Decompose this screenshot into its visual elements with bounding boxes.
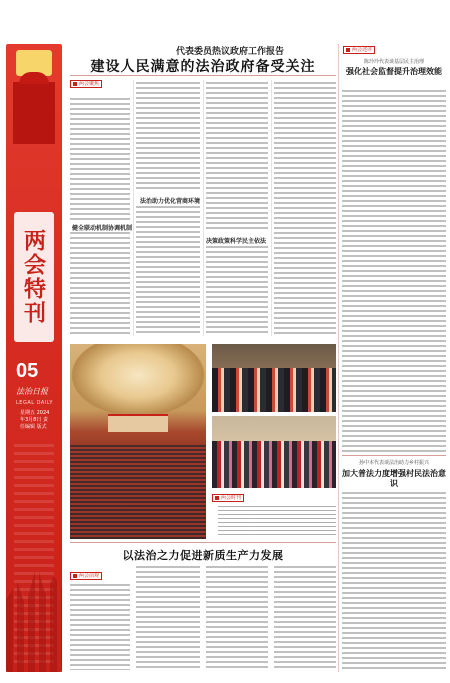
right-rule xyxy=(342,455,446,456)
article-column xyxy=(70,98,130,220)
right-section-tag: 两会述评 xyxy=(343,46,375,54)
right-headline-1: 强化社会监督提升治理效能 xyxy=(346,66,442,76)
article-column xyxy=(206,566,268,670)
article-column xyxy=(70,232,130,334)
article-column xyxy=(136,566,200,670)
bottom-headline: 以法治之力促进新质生产力发展 xyxy=(122,549,284,562)
headline-rule xyxy=(70,75,336,76)
column-divider xyxy=(271,80,272,336)
section-tag: 两会聚焦 xyxy=(70,80,102,88)
photo-caption xyxy=(218,506,336,536)
paper-name: 法治日报 xyxy=(16,387,48,396)
section-tag: 两会前观 xyxy=(70,572,102,580)
section-rule xyxy=(70,542,336,543)
paper-english-name: LEGAL DAILY xyxy=(16,400,53,406)
special-issue-title: 两会特刊 xyxy=(14,212,54,342)
story-kicker: 代表委员热议政府工作报告 xyxy=(175,47,284,57)
issue-date: 星期五 2024年3月8日 责任编辑 版式 xyxy=(20,410,50,430)
delegates-group xyxy=(212,441,336,488)
photo-tag: 两会时刊 xyxy=(212,494,244,502)
delegates-photo-1 xyxy=(212,344,336,412)
story-headline: 建设人民满意的法治政府备受关注 xyxy=(90,59,316,75)
great-hall-icon xyxy=(13,82,55,144)
subhead: 健全联动机制协调机制 xyxy=(72,225,133,232)
tag-square-icon xyxy=(346,48,350,52)
article-column xyxy=(274,566,336,670)
delegates-photo-2 xyxy=(212,416,336,488)
audience-seats xyxy=(70,445,206,539)
subhead: 法治助力优化营商环境 xyxy=(140,198,201,205)
article-column xyxy=(206,246,268,334)
column-divider xyxy=(133,80,134,336)
article-column xyxy=(70,584,130,670)
right-article-2 xyxy=(342,492,446,670)
tag-square-icon xyxy=(215,496,219,500)
article-column xyxy=(274,82,336,334)
article-column xyxy=(136,206,200,334)
right-kicker-1: 陈玲玲代表谈基层民主治理 xyxy=(363,59,424,65)
column-divider xyxy=(203,80,204,336)
tag-square-icon xyxy=(73,82,77,86)
tag-square-icon xyxy=(73,574,77,578)
right-kicker-2: 孙中本代表谈法治助力乡村振兴 xyxy=(358,460,429,466)
article-column xyxy=(206,82,268,232)
stage xyxy=(108,414,168,432)
subhead: 决策政策科学民主依法 xyxy=(206,238,267,245)
right-article-1 xyxy=(342,90,446,452)
delegates-group xyxy=(212,368,336,412)
right-headline-2: 加大普法力度增强村民法治意识 xyxy=(342,468,446,488)
article-column xyxy=(136,82,200,192)
masthead xyxy=(6,44,62,672)
great-hall-photo xyxy=(70,344,206,539)
page-number: 05 xyxy=(16,360,39,382)
